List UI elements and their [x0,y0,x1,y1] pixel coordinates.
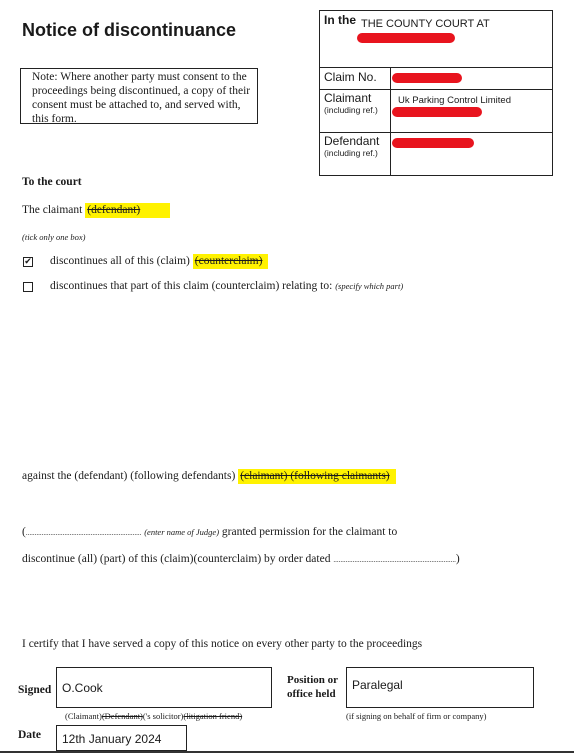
role-defendant-struck: (Defendant) [101,711,143,721]
defendant-label: Defendant [324,134,380,148]
order-date-line [22,553,460,565]
position-label [287,673,338,701]
table-divider [320,132,552,133]
table-column-divider [390,67,391,175]
option1-text: discontinues all of this (claim) [50,255,190,267]
signed-label: Signed [18,684,52,696]
judge-name-blank[interactable]: .................................................................. [25,529,142,537]
signatory-role-options [65,711,242,721]
redacted-claim-number [392,73,462,83]
counterclaim-struck-text: (counterclaim) [194,255,263,267]
date-label: Date [18,729,41,741]
against-text: against the (defendant) (following defendants) [22,470,236,482]
defendant-struck-text: (defendant) [87,204,141,216]
role-solicitor: ('s solicitor) [142,711,184,721]
discontinue-all-checkbox[interactable]: ✔ [24,257,32,267]
option-discontinue-all [50,254,268,269]
claimant-name: Uk Parking Control Limited [398,95,511,106]
judge-permission-text: granted permission for the claimant to [221,526,398,538]
consent-note: Note: Where another party must consent to the proceedings being discontinued, a copy of their consent must be attached to, and served with, this form. [20,68,258,124]
position-label-line1: Position or [287,674,339,686]
claimant-struck-text: (claimant) (following claimants) [240,470,390,482]
role-litigation-friend-struck: (litigation friend) [183,711,243,721]
table-divider [320,89,552,90]
date-field[interactable]: 12th January 2024 [56,725,187,751]
position-label-line2: office held [287,688,336,700]
table-divider [320,67,552,68]
highlighted-deletion [193,254,269,269]
claimant-ref-hint: (including ref.) [324,105,378,115]
claim-no-label: Claim No. [324,70,377,84]
form-title: Notice of discontinuance [22,20,237,40]
against-line [22,469,396,484]
claimant-label: Claimant [324,91,372,105]
in-the-label: In the [324,13,356,27]
redacted-claimant-ref [392,107,482,117]
judge-permission-line [22,526,397,538]
claimant-line [22,203,170,218]
order-date-blank[interactable]: ...................................................................... [333,556,456,564]
option2-text: discontinues that part of this claim (counterclaim) relating to: [50,280,333,292]
to-the-court-heading: To the court [22,176,82,188]
role-claimant: (Claimant) [65,711,102,721]
redacted-court-location [357,33,455,43]
defendant-ref-hint: (including ref.) [324,148,378,158]
order-text: discontinue (all) (part) of this (claim)(counterclaim) by order dated [22,553,331,565]
highlighted-deletion [238,469,395,484]
discontinue-part-checkbox[interactable] [23,282,33,292]
option-discontinue-part [50,280,403,292]
position-field[interactable]: Paralegal [346,667,534,708]
judge-open-paren: ( [22,526,26,538]
order-close-paren: ) [455,553,460,565]
certify-statement: I certify that I have served a copy of this notice on every other party to the proceedings [22,638,423,650]
court-name: THE COUNTY COURT AT [361,18,490,30]
specify-part-hint: (specify which part) [335,281,404,291]
position-hint: (if signing on behalf of firm or company) [346,711,487,721]
signature-field[interactable]: O.Cook [56,667,272,708]
case-details-table [319,10,553,176]
judge-name-hint: (enter name of Judge) [144,527,220,537]
the-claimant-text: The claimant [22,204,83,216]
redacted-defendant-name [392,138,474,148]
tick-instruction: (tick only one box) [22,232,86,242]
page-bottom-edge [0,751,574,753]
highlighted-deletion [85,203,170,218]
